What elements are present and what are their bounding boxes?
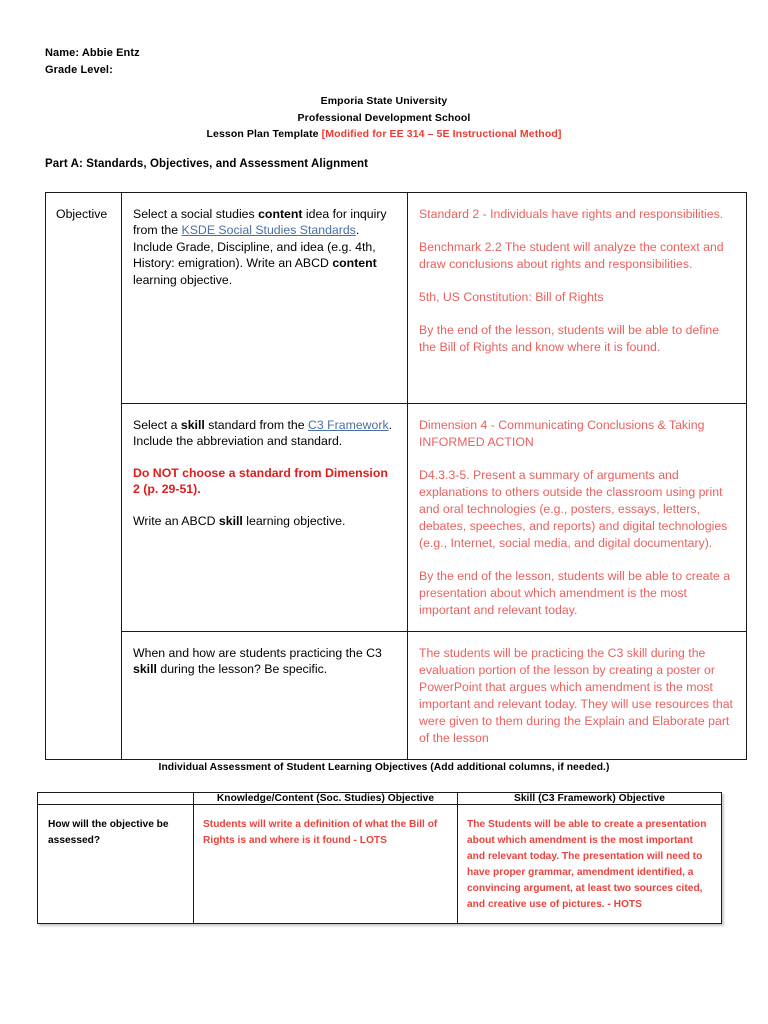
content-objective-answer-cell xyxy=(408,193,747,404)
prompt-seg-1: When and how are students practicing the C3 xyxy=(133,646,382,660)
prompt-seg-2: during the lesson? Be specific. xyxy=(156,662,328,677)
assessment-header-blank xyxy=(38,793,194,805)
assessment-knowledge-answer: Students will write a definition of what the Bill of Rights is and where is it found - LOTS xyxy=(203,819,438,846)
skill-standard-prompt xyxy=(122,404,407,541)
institution-header xyxy=(0,93,768,143)
skill-practice-prompt xyxy=(122,632,407,690)
prompt-seg-4: Write an ABCD xyxy=(133,513,219,528)
template-modification-note: [Modified for EE 314 – 5E Instructional Method] xyxy=(321,128,562,140)
assessment-skill-answer: The Students will be able to create a presentation about which amendment is the most important and relevant today. The presentation will need to have proper grammar, amendment identified, a convincing argument, at least two sources cited, and creative use of pictures. - HOTS xyxy=(467,819,707,910)
skill-standard-answer xyxy=(408,404,746,631)
assessment-knowledge-cell xyxy=(194,805,458,924)
objective-label: Objective xyxy=(56,207,108,221)
individual-assessment-table xyxy=(37,792,722,924)
prompt-seg-1: Select a social studies xyxy=(133,207,259,221)
prompt-seg-2: standard from the xyxy=(204,418,309,432)
prompt-bold-content-2: content xyxy=(332,256,377,271)
prompt-seg-4: learning objective. xyxy=(133,272,233,287)
table-row xyxy=(38,805,722,924)
part-a-heading: Part A: Standards, Objectives, and Assessment Alignment xyxy=(45,158,369,170)
assessment-question-label: How will the objective be assessed? xyxy=(48,819,169,846)
answer-paragraph: By the end of the lesson, students will be able to define the Bill of Rights and know where it is found. xyxy=(419,323,720,354)
answer-paragraph: By the end of the lesson, students will be able to create a presentation about which amendment is the most important and relevant today. xyxy=(419,569,731,617)
answer-paragraph: D4.3.3-5. Present a summary of arguments and explanations to others outside the classroom using print and oral technologies (e.g., posters, essays, letters, debates, speeches, and reports) and digital technologies (e.g., Internet, social media, and digital documentary). xyxy=(419,468,728,550)
template-title: Lesson Plan Template xyxy=(206,128,322,140)
answer-paragraph: 5th, US Constitution: Bill of Rights xyxy=(419,290,604,304)
prompt-seg-3: . Include the abbreviation and standard. xyxy=(133,418,393,449)
skill-standard-answer-cell xyxy=(408,404,747,632)
prompt-bold-skill: skill xyxy=(133,662,157,677)
content-objective-prompt xyxy=(122,193,407,300)
assessment-skill-cell xyxy=(458,805,722,924)
grade-level-line: Grade Level: xyxy=(45,64,113,76)
student-identity-block xyxy=(45,45,140,79)
skill-practice-prompt-cell xyxy=(122,632,408,760)
c3-framework-link[interactable]: C3 Framework xyxy=(308,418,389,432)
university-name: Emporia State University xyxy=(320,95,448,107)
answer-paragraph: Benchmark 2.2 The student will analyze the context and draw conclusions about rights and responsibilities. xyxy=(419,240,724,271)
skill-standard-prompt-cell xyxy=(122,404,408,632)
template-title-line xyxy=(0,126,768,143)
table-header-row xyxy=(38,793,722,805)
school-name: Professional Development School xyxy=(297,111,471,124)
prompt-bold-content-1: content xyxy=(258,207,303,221)
dimension-2-warning: Do NOT choose a standard from Dimension 2 (p. 29-51). xyxy=(133,465,388,497)
answer-paragraph: The students will be practicing the C3 skill during the evaluation portion of the lesson by creating a poster or PowerPoint that argues which amendment is the most important and relevant today. They will use resources that were given to them during the Explain and Elaborate part of the lesson xyxy=(419,646,733,745)
assessment-header-knowledge: Knowledge/Content (Soc. Studies) Objective xyxy=(194,793,458,805)
answer-paragraph: Standard 2 - Individuals have rights and responsibilities. xyxy=(419,207,724,221)
standards-objectives-table xyxy=(45,192,747,760)
skill-practice-answer-cell xyxy=(408,632,747,760)
table-row xyxy=(46,404,747,632)
skill-practice-answer xyxy=(408,632,746,759)
table-row xyxy=(46,193,747,404)
prompt-bold-skill-1: skill xyxy=(180,418,205,432)
content-objective-prompt-cell xyxy=(122,193,408,404)
assessment-section-caption: Individual Assessment of Student Learning Objectives (Add additional columns, if needed.) xyxy=(158,762,610,773)
table-row xyxy=(46,632,747,760)
assessment-header-skill: Skill (C3 Framework) Objective xyxy=(458,793,722,805)
student-name-line: Name: Abbie Entz xyxy=(45,47,140,59)
assessment-question-cell xyxy=(38,805,194,924)
objective-label-cell xyxy=(46,193,122,760)
ksde-social-studies-standards-link[interactable]: KSDE Social Studies Standards xyxy=(181,223,356,238)
prompt-seg-2: idea for inquiry from the xyxy=(133,207,387,238)
content-objective-answer xyxy=(408,193,746,368)
prompt-seg-1: Select a xyxy=(133,418,181,432)
prompt-seg-3: . Include Grade, Discipline, and idea (e.g. 4th, History: emigration). Write an ABCD xyxy=(133,223,376,271)
prompt-seg-5: learning objective. xyxy=(242,513,346,528)
answer-paragraph: Dimension 4 - Communicating Conclusions & Taking INFORMED ACTION xyxy=(419,418,705,449)
prompt-bold-skill-2: skill xyxy=(218,513,243,528)
